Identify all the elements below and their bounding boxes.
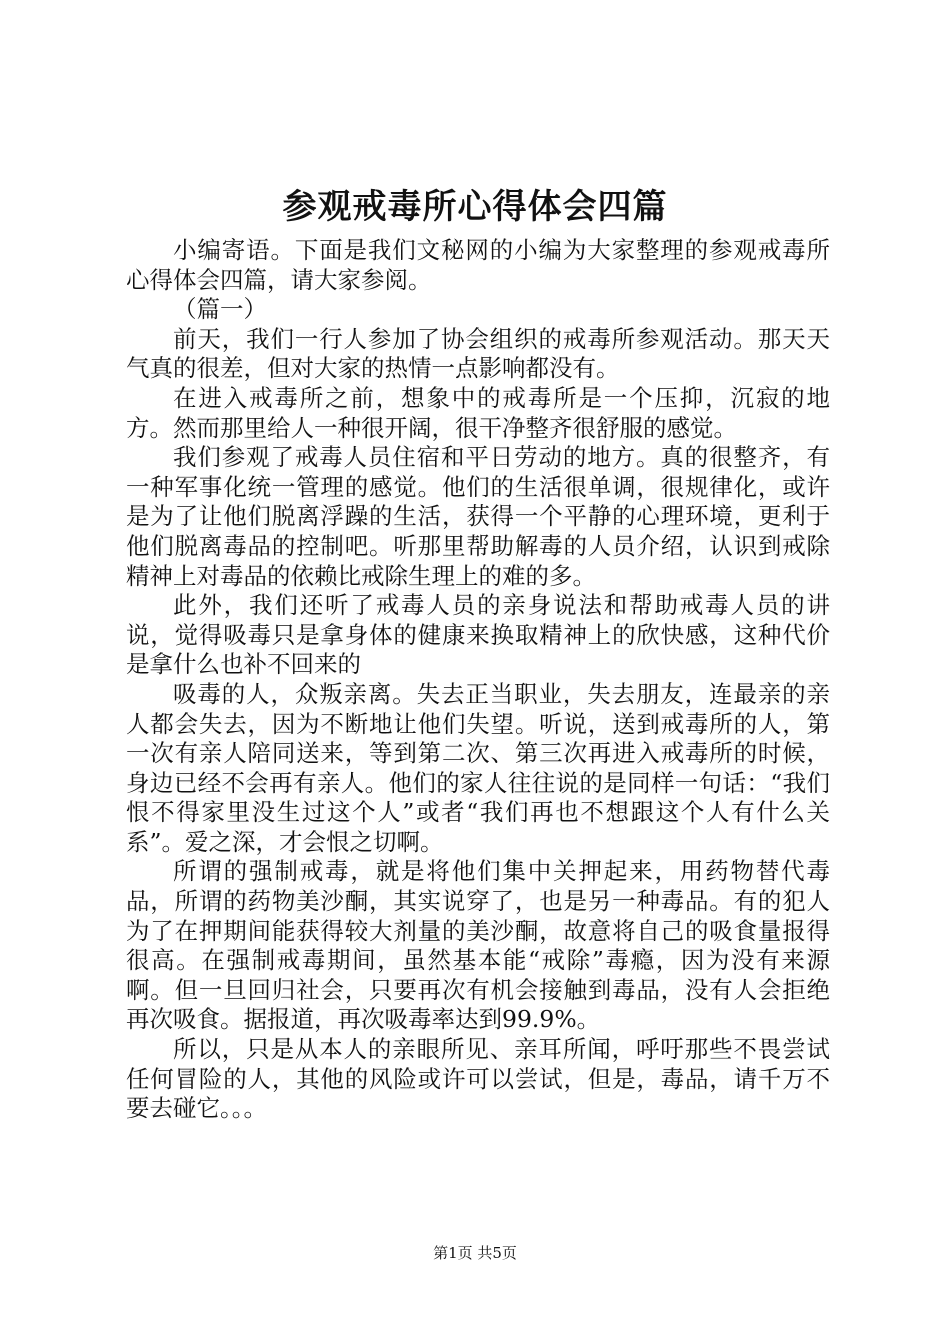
paragraph: 此外，我们还听了戒毒人员的亲身说法和帮助戒毒人员的讲说，觉得吸毒只是拿身体的健康来换取精神上的欣快感，这种代价是拿什么也补不回来的 [126, 591, 830, 679]
paragraph-section-heading: （篇一） [173, 295, 267, 324]
paragraph-intro: 小编寄语。下面是我们文秘网的小编为大家整理的参观戒毒所心得体会四篇，请大家参阅。 [126, 236, 830, 294]
paragraph: 所谓的强制戒毒，就是将他们集中关押起来，用药物替代毒品，所谓的药物美沙酮，其实说穿了，也是另一种毒品。有的犯人为了在押期间能获得较大剂量的美沙酮，故意将自己的吸食量报得很高。在强制戒毒期间，虽然基本能“戒除”毒瘾，因为没有来源啊。但一旦回归社会，只要再次有机会接触到毒品，没有人会拒绝再次吸食。据报道，再次吸毒率达到99.9%。 [126, 857, 830, 1034]
paragraph: 我们参观了戒毒人员住宿和平日劳动的地方。真的很整齐，有一种军事化统一管理的感觉。他们的生活很单调，很规律化，或许是为了让他们脱离浮躁的生活，获得一个平静的心理环境，更利于他们脱离毒品的控制吧。听那里帮助解毒的人员介绍，认识到戒除精神上对毒品的依赖比戒除生理上的难的多。 [126, 443, 830, 590]
document-body [126, 236, 830, 1124]
page-footer: 第1页 共5页 [433, 1244, 517, 1262]
paragraph: 前天，我们一行人参加了协会组织的戒毒所参观活动。那天天气真的很差，但对大家的热情一点影响都没有。 [126, 324, 830, 383]
document-title: 参观戒毒所心得体会四篇 [282, 187, 668, 227]
paragraph: 吸毒的人，众叛亲离。失去正当职业，失去朋友，连最亲的亲人都会失去，因为不断地让他们失望。听说，送到戒毒所的人，第一次有亲人陪同送来，等到第二次、第三次再进入戒毒所的时候，身边已经不会再有亲人。他们的家人往往说的是同样一句话：“我们恨不得家里没生过这个人”或者“我们再也不想跟这个人有什么关系”。爱之深，才会恨之切啊。 [126, 679, 830, 856]
paragraph: 所以，只是从本人的亲眼所见、亲耳所闻，呼吁那些不畏尝试任何冒险的人，其他的风险或许可以尝试，但是，毒品，请千万不要去碰它。。。 [126, 1035, 830, 1123]
paragraph: 在进入戒毒所之前，想象中的戒毒所是一个压抑，沉寂的地方。然而那里给人一种很开阔，很干净整齐很舒服的感觉。 [126, 383, 830, 442]
